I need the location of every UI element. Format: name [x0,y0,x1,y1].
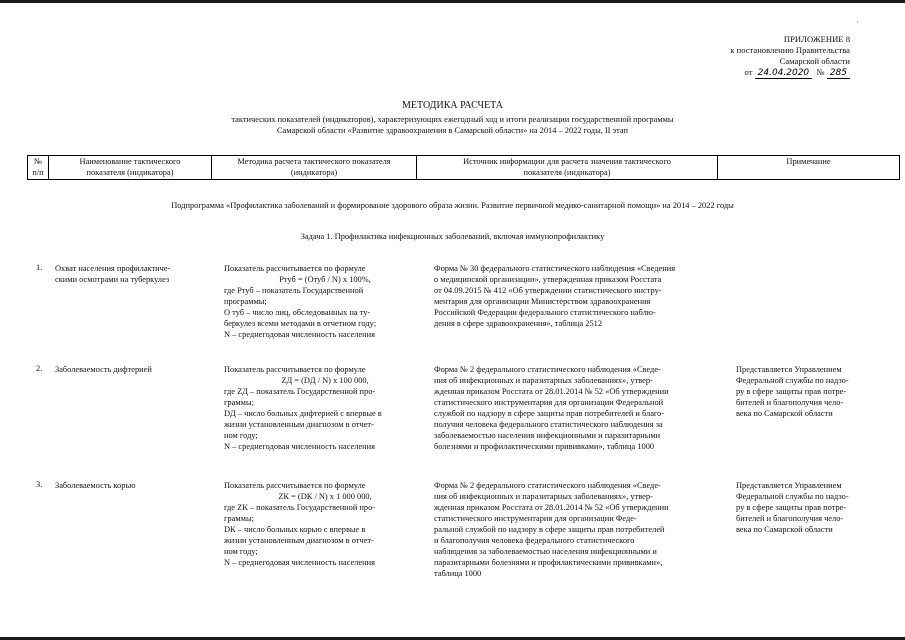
appendix-line-2: Самарской области [779,56,850,66]
document-subtitle-2: Самарской области «Развитие здравоохранения в Самарской области» на 2014 – 2022 годы, II этап [276,126,629,135]
row-2-number: 2. [36,364,43,373]
task-heading: Задача 1. Профилактика инфекционных заболеваний, включая иммунопрофилактику [300,232,605,241]
document-title: МЕТОДИКА РАСЧЕТА [401,100,503,111]
row-2-method: Показатель рассчитывается по формуле ZД = (DД / N) х 100 000, где ZД – показатель Государственной про- граммы; DД – число больных дифтерией с впервые в жизни установленным диагнозом в отчет- ном году; N – среднегодовая численность населения [224,364,426,452]
document-subtitle-1: тактических показателей (индикаторов), характеризующих ежегодный ход и итоги реализации государственной программы [231,115,674,124]
row-1-name: Охват населения профилактиче- скими осмотрами на туберкулез [55,264,171,284]
row-1-number: 1. [36,263,43,272]
row-2-note: Представляется Управлением Федеральной службы по надзо- ру в сфере защиты прав потре- бителей и благополучия чело- века по Самарской области [736,365,849,418]
row-1-formula: Pтуб = (Oтуб / N) х 100%, [279,275,371,284]
row-3-source: Форма № 2 федерального статистического наблюдения «Сведе- ния об инфекционных и паразитарных заболеваниях», утвер- жденная приказом Росстата от 28.01.2014 № 52 «Об утверждении статистического инструментария для организации Феде- ральной службой по надзору в сфере защиты прав потребителей и благополучия человека федерального статистического наблюдения за заболеваемостью населения инфекционными и паразитарными болезнями и профилактическими прививками», таблица 1000 [434,481,669,578]
row-3-method: Показатель рассчитывается по формуле ZК = (DК / N) х 1 000 000, где ZК – показатель Государственной про- граммы; DК – число больных корью с впервые в жизни установленным диагнозом в отчет- ном году; N – среднегодовая численность населения [224,480,426,568]
header-table [27,155,900,180]
header-col-num: № п/п [28,156,49,180]
row-2-source: Форма № 2 федерального статистического наблюдения «Сведе- ния об инфекционных и паразитарных заболеваниях», утвер- жденная приказом Росстата от 28.01.2014 № 52 «Об утверждении статистического инструментария для организации Федеральной службой по надзору в сфере защиты прав потребителей и благо- получия человека федерального статистического наблюдения за заболеваемостью населения инфекционными и паразитарными болезнями и профилактическими прививками», таблица 1000 [434,365,669,451]
appendix-line-1: к постановлению Правительства [730,45,850,55]
appendix-date-line: от 24.04.2020 № 285 [660,67,850,79]
row-2-formula: ZД = (DД / N) х 100 000, [281,376,369,385]
row-3-note: Представляется Управлением Федеральной службы по надзо- ру в сфере защиты прав потре- бителей и благополучия чело- века по Самарской области [736,481,849,534]
row-3-name: Заболеваемость корью [55,481,136,490]
row-3-formula: ZК = (DК / N) х 1 000 000, [278,492,372,501]
header-col-note: Примечание [718,156,900,180]
row-2-name: Заболеваемость дифтерией [55,365,152,374]
appendix-title: ПРИЛОЖЕНИЕ 8 [783,34,850,44]
header-col-method: Методика расчета тактического показателя (индикатора) [212,156,417,180]
header-col-source: Источник информации для расчета значения тактического показателя (индикатора) [417,156,718,180]
handwritten-number: 285 [827,68,850,79]
row-1-method: Показатель рассчитывается по формуле Pтуб = (Oтуб / N) х 100%, где Pтуб – показатель Государственной программы; О туб – число лиц, обследованных на ту- беркулез всеми методами в отчетном году; N – среднегодовая численность населения [224,263,426,340]
row-1-source: Форма № 30 федерального статистического наблюдения «Сведения о медицинской организации», утвержденная приказом Росстата от 04.09.2015 № 412 «Об утверждении статистического инстру- ментария для организации Министерством здравоохранения Российской Федерации федерального статистического наблю- дения в сфере здравоохранения», таблица 2512 [434,264,676,328]
row-3-number: 3. [36,480,43,489]
handwritten-date: 24.04.2020 [755,68,813,79]
header-col-name: Наименование тактического показателя (индикатора) [49,156,212,180]
top-border [0,0,905,3]
page-mark: · [856,18,859,27]
subprogram-heading: Подпрограмма «Профилактика заболеваний и формирование здорового образа жизни. Развитие первичной медико-санитарной помощи» на 2014 – 2022 годы [171,201,734,210]
appendix-block [660,34,850,79]
